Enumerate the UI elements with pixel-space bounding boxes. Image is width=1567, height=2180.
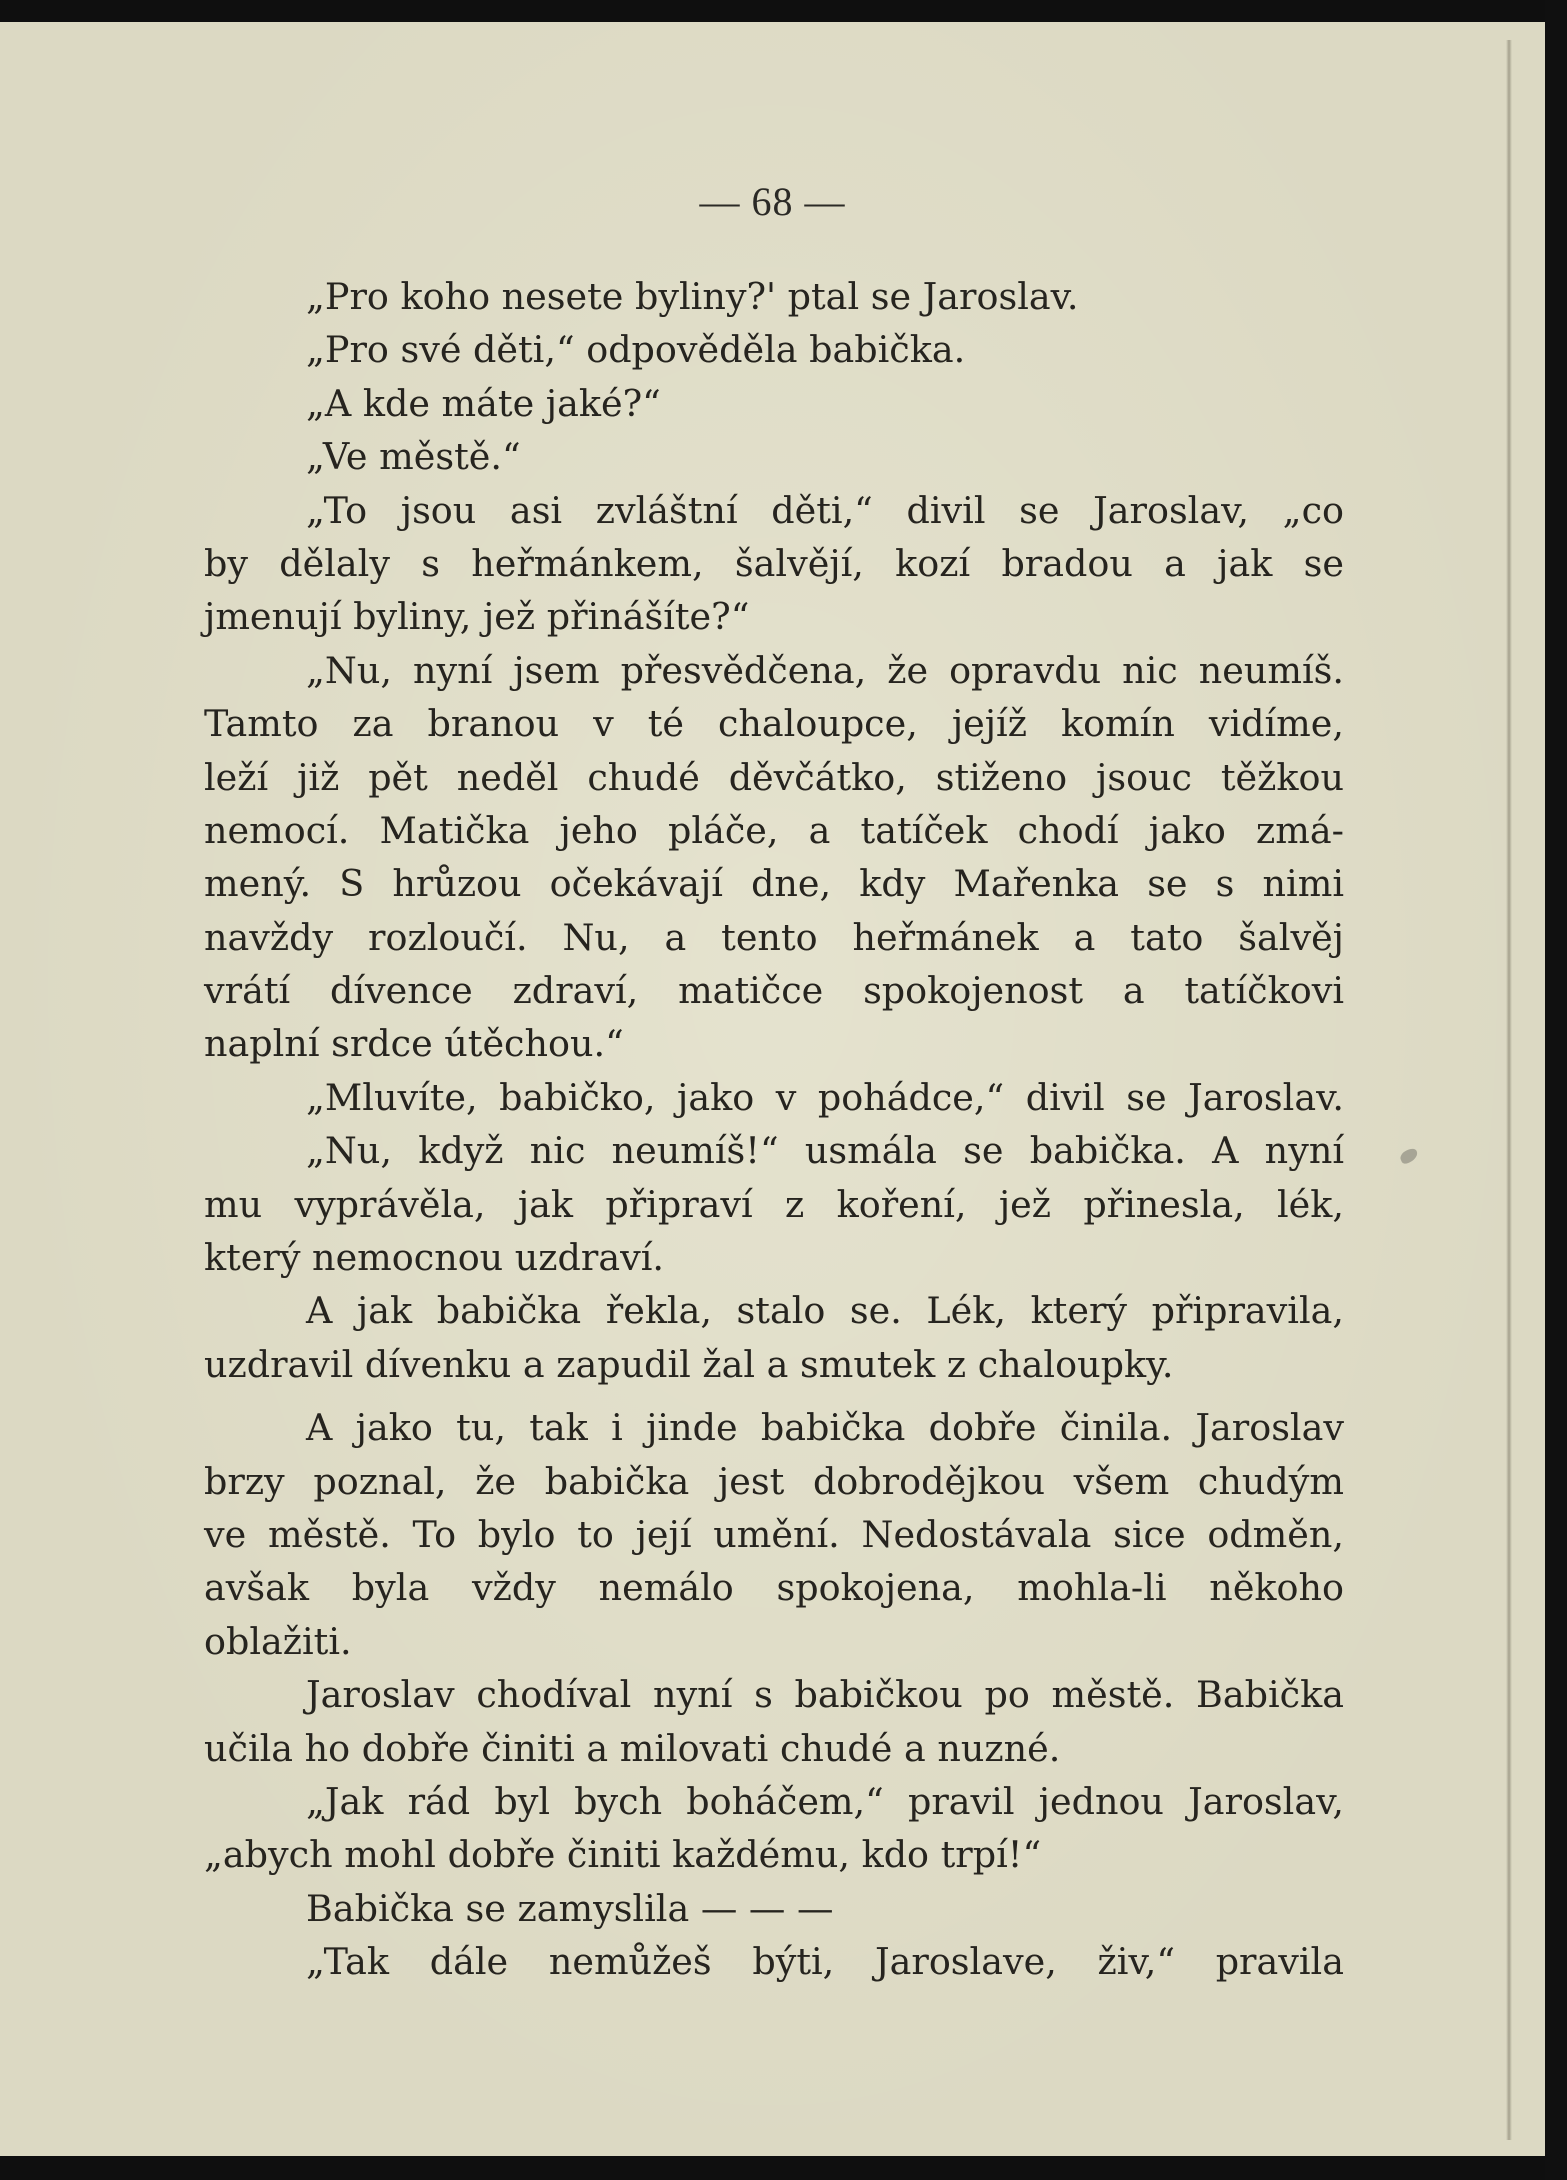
text-line: A jako tu, tak i jinde babička dobře činila. Jaroslav: [306, 1406, 1344, 1450]
text-line: „To jsou asi zvláštní děti,“ divil se Jaroslav, „co: [306, 488, 1344, 532]
text-line: „A kde máte jaké?“: [306, 381, 661, 425]
text-line: „Ve městě.“: [306, 435, 521, 479]
text-line: „Pro koho nesete byliny?' ptal se Jaroslav.: [306, 275, 1079, 318]
text-line: nemocí. Matička jeho pláče, a tatíček chodí jako zmá-: [204, 808, 1344, 852]
text-line: Tamto za branou v té chaloupce, jejíž komín vidíme,: [204, 702, 1344, 746]
page-gutter-shadow: [1506, 40, 1512, 2140]
text-line: A jak babička řekla, stalo se. Lék, který připravila,: [306, 1289, 1344, 1333]
paper-speck: [1398, 1147, 1419, 1165]
text-line: mený. S hrůzou očekávají dne, kdy Mařenka se s nimi: [204, 862, 1344, 906]
text-line: který nemocnou uzdraví.: [204, 1236, 664, 1280]
paragraph-gap: [204, 1391, 1344, 1401]
text-line: brzy poznal, že babička jest dobrodějkou všem chudým: [204, 1459, 1344, 1503]
text-line: „Nu, když nic neumíš!“ usmála se babička. A nyní: [306, 1129, 1344, 1173]
text-line: „Pro své děti,“ odpověděla babička.: [306, 328, 966, 372]
text-line: uzdravil dívenku a zapudil žal a smutek z chaloupky.: [204, 1342, 1174, 1386]
text-line: oblažiti.: [204, 1619, 352, 1663]
text-line: by dělaly s heřmánkem, šalvějí, kozí bradou a jak se: [204, 541, 1344, 585]
text-line: jmenují byliny, jež přinášíte?“: [204, 595, 750, 639]
text-line: vrátí dívence zdraví, matičce spokojenost a tatíčkovi: [204, 969, 1344, 1013]
text-line: „Tak dále nemůžeš býti, Jaroslave, živ,“ pravila: [306, 1940, 1344, 1984]
page-number: — 68 —: [699, 179, 846, 224]
text-line: učila ho dobře činiti a milovati chudé a nuzné.: [204, 1726, 1061, 1770]
text-line: avšak byla vždy nemálo spokojena, mohla-li někoho: [204, 1566, 1344, 1610]
body-text: [204, 270, 1344, 1989]
text-line: leží již pět neděl chudé děvčátko, stiženo jsouc těžkou: [204, 755, 1344, 799]
text-line: navždy rozloučí. Nu, a tento heřmánek a tato šalvěj: [204, 915, 1344, 959]
text-line: „Mluvíte, babičko, jako v pohádce,“ divil se Jaroslav.: [306, 1075, 1344, 1119]
text-line: „abych mohl dobře činiti každému, kdo trpí!“: [204, 1833, 1042, 1877]
text-line: „Jak rád byl bych boháčem,“ pravil jednou Jaroslav,: [306, 1779, 1344, 1823]
text-line: „Nu, nyní jsem přesvědčena, že opravdu nic neumíš.: [306, 648, 1344, 692]
text-line: naplní srdce útěchou.“: [204, 1022, 624, 1066]
text-line: ve městě. To bylo to její umění. Nedostávala sice odměn,: [204, 1512, 1344, 1556]
text-line: Jaroslav chodíval nyní s babičkou po městě. Babička: [306, 1673, 1344, 1717]
scan-border: [1545, 0, 1567, 2180]
text-line: mu vyprávěla, jak připraví z koření, jež přinesla, lék,: [204, 1182, 1344, 1226]
text-line: Babička se zamyslila — — —: [306, 1886, 834, 1930]
